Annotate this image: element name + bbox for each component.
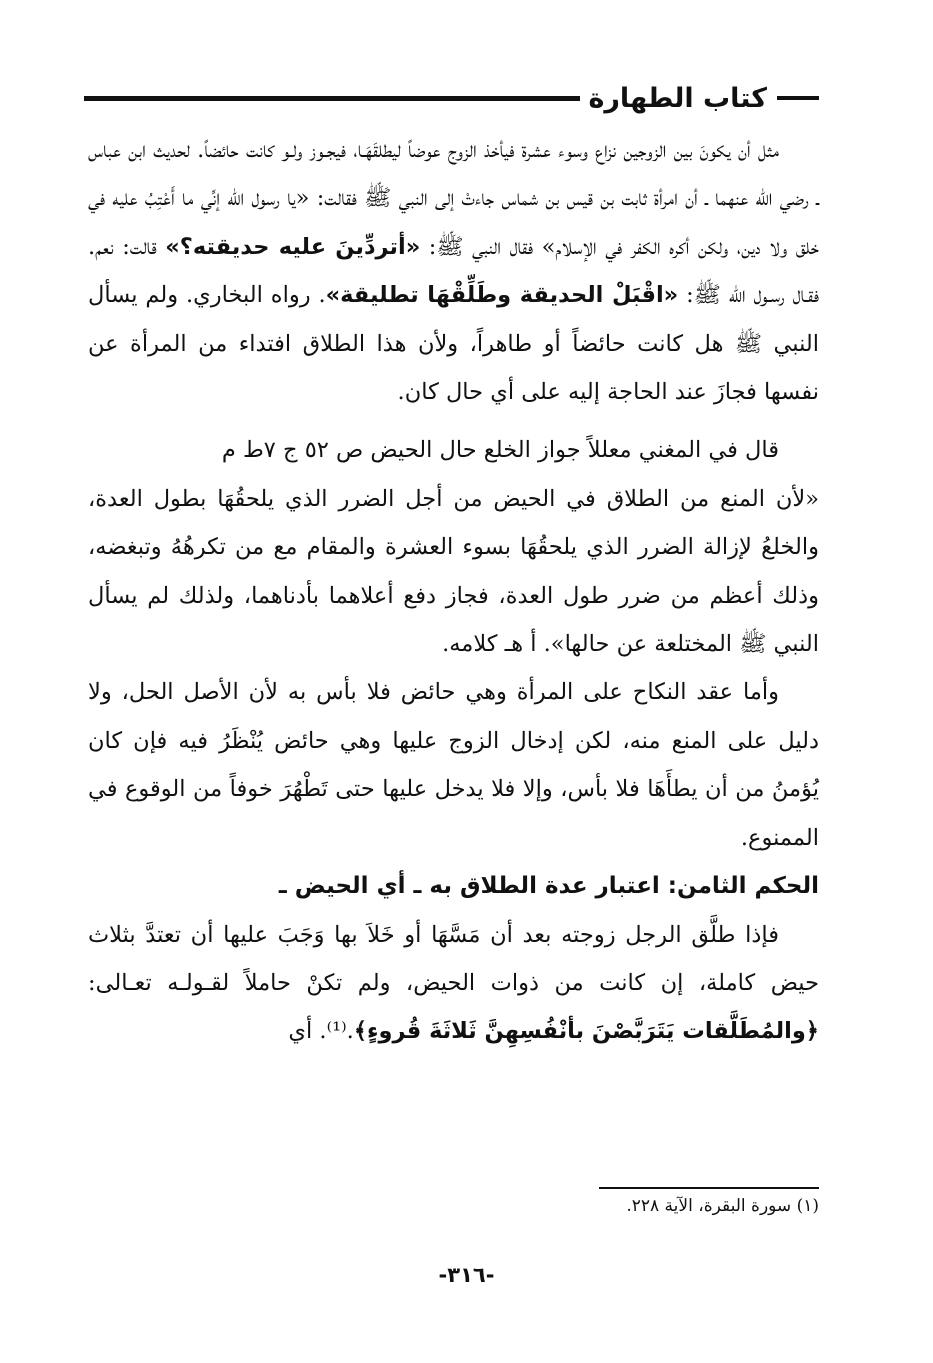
- page-header: [84, 78, 819, 118]
- paragraph-2-citation: قال في المغني معللاً جواز الخلع حال الحيض ص ٥٢ ج ٧ط م: [221, 437, 779, 464]
- paragraph-4-text-b: .⁽¹⁾. أي: [288, 1018, 354, 1045]
- paragraph-1-text-a: مثل أن يكونَ بين الزوجين نزاع وسوء عشرة فيأخذ الزوج عوضاً ليطلقَهَـا، فيجـوز ولـو كانت حائضاً. لحديث ابن عباس ـ رضي الله عنهما ـ أن امرأة ثابت بن قيس بن شماس جاءتْ إلى النبي ﷺ فقالت: «يا رسول الله إنِّي ما أَعْتِبُ عليه في خلق ولا دين، ولكن أكره الكفر في الإسلام» فقال النبي ﷺ:: [88, 137, 819, 260]
- paragraph-1: [88, 126, 819, 416]
- paragraph-3: وأما عقد النكاح على المرأة وهي حائض فلا بأس به لأن الأصل الحل، ولا دليل على المنع منه، لكن إدخال الزوج عليها وهي حائض يُنْظَرُ فيه فإن كان يُؤمنُ من أن يطأَهَا فلا بأس، وإلا فلا يدخل عليها حتى تَطْهُرَ خوفاً من الوقوع في الممنوع.: [88, 679, 819, 851]
- footnote: (١) سورة البقرة، الآية ٢٢٨.: [626, 1196, 819, 1216]
- paragraph-1-text-c: . رواه البخاري. ولم يسأل النبي ﷺ هل كانت حائضاً أو طاهراً، ولأن هذا الطلاق افتداء من المرأة عن نفسها فجازَ عند الحاجة إليه على أي حال كان.: [88, 282, 819, 406]
- header-rule: [84, 96, 580, 101]
- paragraph-gap: [88, 416, 819, 426]
- paragraph-4-text-a: فإذا طلَّق الرجل زوجته بعد أن مَسَّهَا أو خَلاَ بها وَجَبَ عليها أن تعتدَّ بثلاث حيض كاملة، إن كانت من ذوات الحيض، ولم تكنْ حاملاً لقـولـه تعـالى:: [88, 921, 819, 996]
- page-number: -٣١٦-: [438, 1263, 495, 1287]
- hadith-quote-1: «أتردِّينَ عليه حديقته؟»: [165, 233, 421, 260]
- quran-verse: ﴿والمُطَلَّقات يَتَرَبَّصْنَ بأنْفُسِهِنَّ ثَلاثَةَ قُروءٍ﴾: [353, 1018, 819, 1045]
- footnote-separator: [599, 1187, 819, 1189]
- paragraph-2: [88, 426, 819, 668]
- paragraph-1-text-b: قالت: نعم. فقـال رسـول الله ﷺ:: [88, 233, 819, 309]
- header-dash: [777, 96, 819, 100]
- section-heading: الحكم الثامن: اعتبار عدة الطلاق به ـ أي الحيض ـ: [278, 873, 819, 900]
- paragraph-4: [88, 911, 819, 1056]
- main-text: [88, 126, 819, 1056]
- hadith-quote-2: «اقْبَلْ الحديقة وطَلِّقْهَا تطليقة»: [325, 282, 679, 309]
- chapter-title: كتاب الطهارة: [588, 82, 767, 114]
- paragraph-2-quote: «لأن المنع من الطلاق في الحيض من أجل الضرر الذي يلحقُهَا بطول العدة، والخلعُ لإزالة الضرر الذي يلحقُهَا بسوء العشرة والمقام مع من تكرهُهُ وتبغضه، وذلك أعظم من ضرر طول العدة، فجاز دفع أعلاهما بأدناهما، ولذلك لم يسأل النبي ﷺ المختلعة عن حالها». أ هـ كلامه.: [88, 485, 819, 658]
